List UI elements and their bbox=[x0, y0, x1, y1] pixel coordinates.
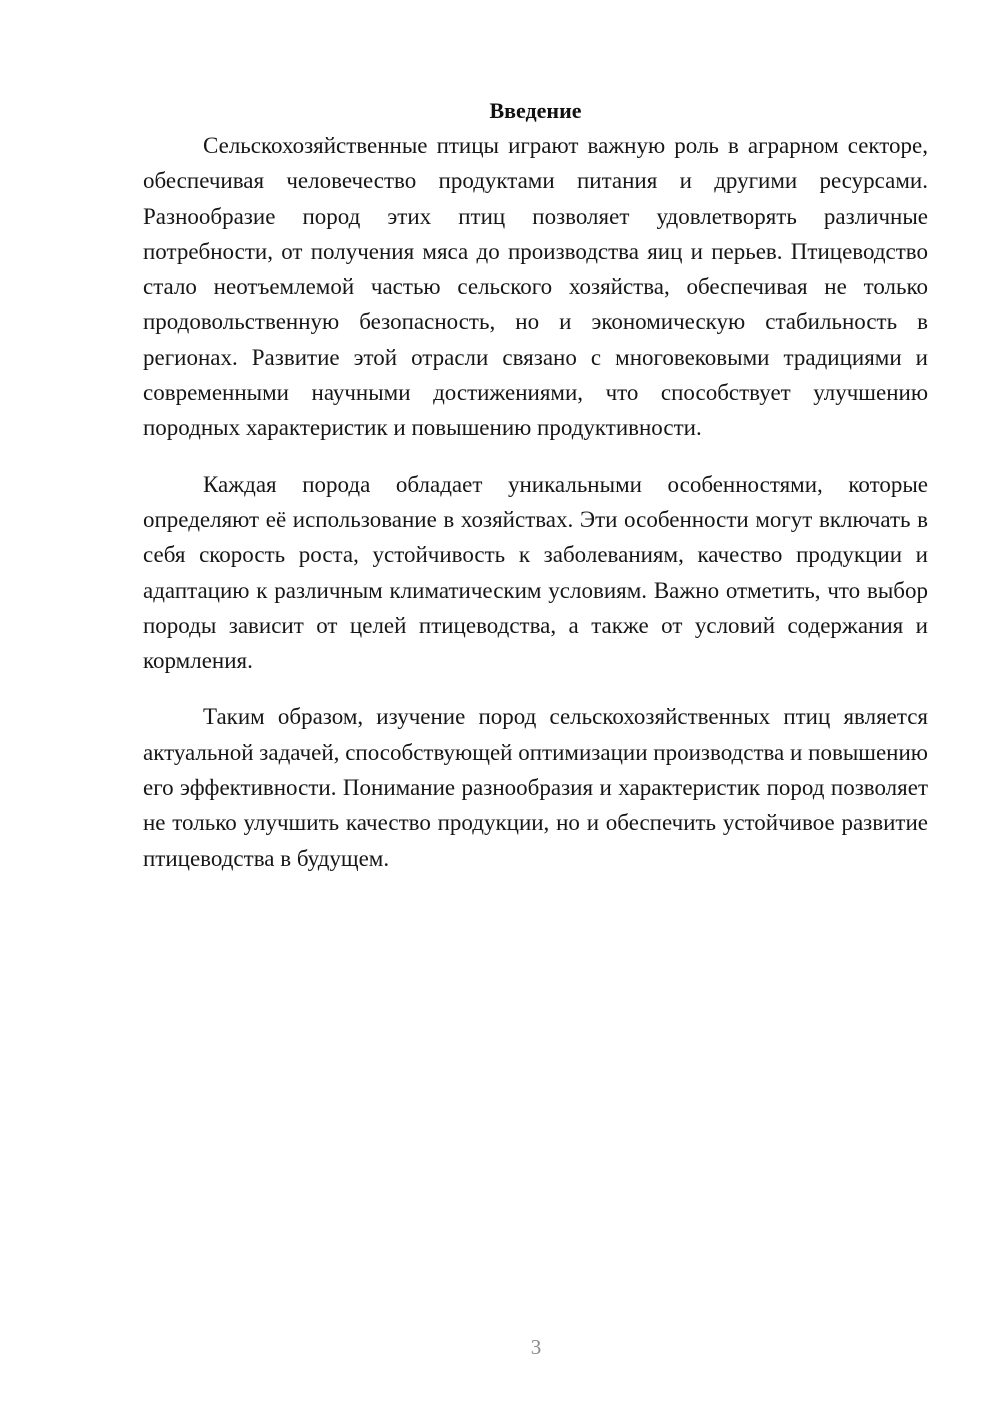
paragraph-1: Сельскохозяйственные птицы играют важную роль в аграрном секторе, обеспечивая человечество продуктами питания и другими ресурсами. Разнообразие пород этих птиц позволяет удовлетворять различные потребности, от получения мяса до производства яиц и перьев. Птицеводство стало неотъемлемой частью сельского хозяйства, обеспечивая не только продовольственную безопасность, но и экономическую стабильность в регионах. Развитие этой отрасли связано с многовековыми традициями и современными научными достижениями, что способствует улучшению породных характеристик и повышению продуктивности. bbox=[143, 133, 928, 441]
paragraph-3: Таким образом, изучение пород сельскохозяйственных птиц является актуальной задачей, способствующей оптимизации производства и повышению его эффективности. Понимание разнообразия и характеристик пород позволяет не только улучшить качество продукции, но и обеспечить устойчивое развитие птицеводства в будущем. bbox=[143, 704, 928, 871]
page-content bbox=[143, 95, 928, 897]
paragraph-2: Каждая порода обладает уникальными особенностями, которые определяют её использование в хозяйствах. Эти особенности могут включать в себя скорость роста, устойчивость к заболеваниям, качество продукции и адаптацию к различным климатическим условиям. Важно отметить, что выбор породы зависит от целей птицеводства, а также от условий содержания и кормления. bbox=[143, 471, 928, 674]
page-number: 3 bbox=[530, 1335, 542, 1359]
section-title: Введение bbox=[489, 98, 582, 123]
